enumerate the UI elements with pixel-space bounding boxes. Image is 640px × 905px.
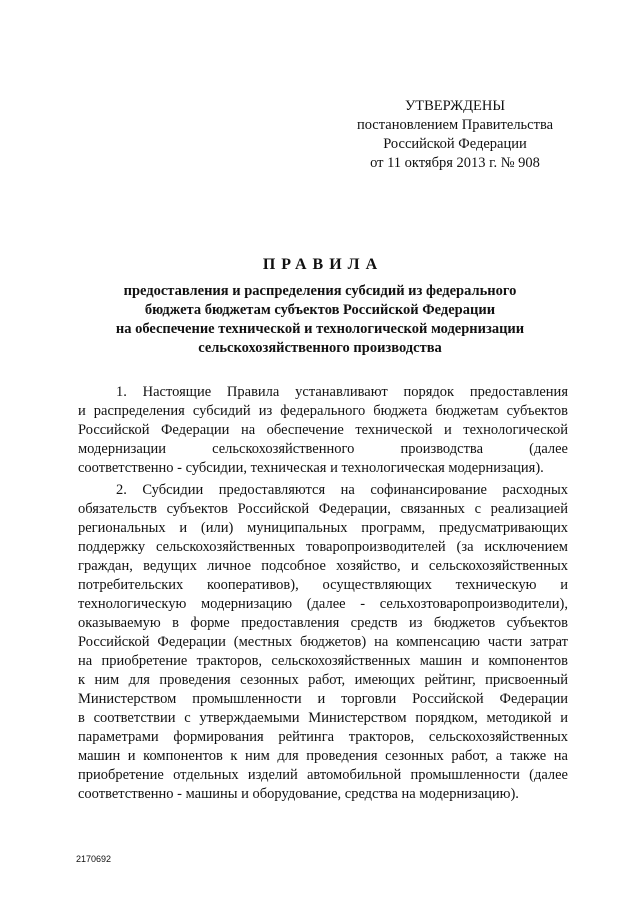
subtitle-line: предоставления и распределения субсидий из федерального [123,283,517,299]
approval-heading: УТВЕРЖДЕНЫ [404,98,506,114]
text-line: потребительских кооперативов), осуществляющих техническую и [78,577,568,593]
approval-stamp [340,97,570,173]
document-subtitle [80,282,560,358]
text-line: Российской Федерации (местных бюджетов) на компенсацию части затрат [78,634,568,650]
text-line: соответственно - субсидии, техническая и технологическая модернизация). [78,460,544,476]
text-line: в соответствии с утверждаемыми Министерством порядком, методикой и [78,710,568,726]
text-line: параметрами формирования рейтинга тракторов, сельскохозяйственных [78,729,568,745]
document-title: ПРАВИЛА [262,256,384,273]
text-line: соответственно - машины и оборудование, средства на модернизацию). [78,786,519,802]
text-line: модернизации сельскохозяйственного производства (далее [78,441,568,457]
text-line: Российской Федерации на обеспечение технической и технологической [78,422,568,438]
text-line: 2. Субсидии предоставляются на софинансирование расходных [116,482,568,498]
text-line: региональных и (или) муниципальных программ, предусматривающих [78,520,568,536]
subtitle-line: на обеспечение технической и технологической модернизации [115,321,525,337]
text-line: Министерством промышленности и торговли Российской Федерации [78,691,568,707]
document-body [78,383,568,804]
text-line: граждан, ведущих личное подсобное хозяйство, и сельскохозяйственных [78,558,568,574]
text-line: машин и компонентов к ним для проведения сезонных работ, а также на [78,748,568,764]
subtitle-line: бюджета бюджетам субъектов Российской Федерации [144,302,496,318]
text-line: оказываемую в форме предоставления средств из бюджетов субъектов [78,615,568,631]
text-line: обязательств субъектов Российской Федерации, связанных с реализацией [78,501,568,517]
paragraph-1 [78,383,568,478]
subtitle-line: сельскохозяйственного производства [198,340,442,356]
text-line: к ним для проведения сезонных работ, имеющих рейтинг, присвоенный [78,672,568,688]
paragraph-2 [78,481,568,804]
document-code: 2170692 [76,854,112,864]
text-line: на приобретение тракторов, сельскохозяйственных машин и компонентов [78,653,568,669]
approval-line: Российской Федерации [383,136,527,152]
text-line: поддержку сельскохозяйственных товаропроизводителей (за исключением [78,539,568,555]
approval-date: от 11 октября 2013 г. № 908 [370,155,540,171]
approval-line: постановлением Правительства [356,117,554,133]
text-line: 1. Настоящие Правила устанавливают порядок предоставления [116,384,568,400]
text-line: и распределения субсидий из федерального бюджета бюджетам субъектов [78,403,568,419]
text-line: технологическую модернизацию (далее - сельхозтоваропроизводители), [78,596,568,612]
text-line: приобретение отдельных изделий автомобильной промышленности (далее [78,767,568,783]
